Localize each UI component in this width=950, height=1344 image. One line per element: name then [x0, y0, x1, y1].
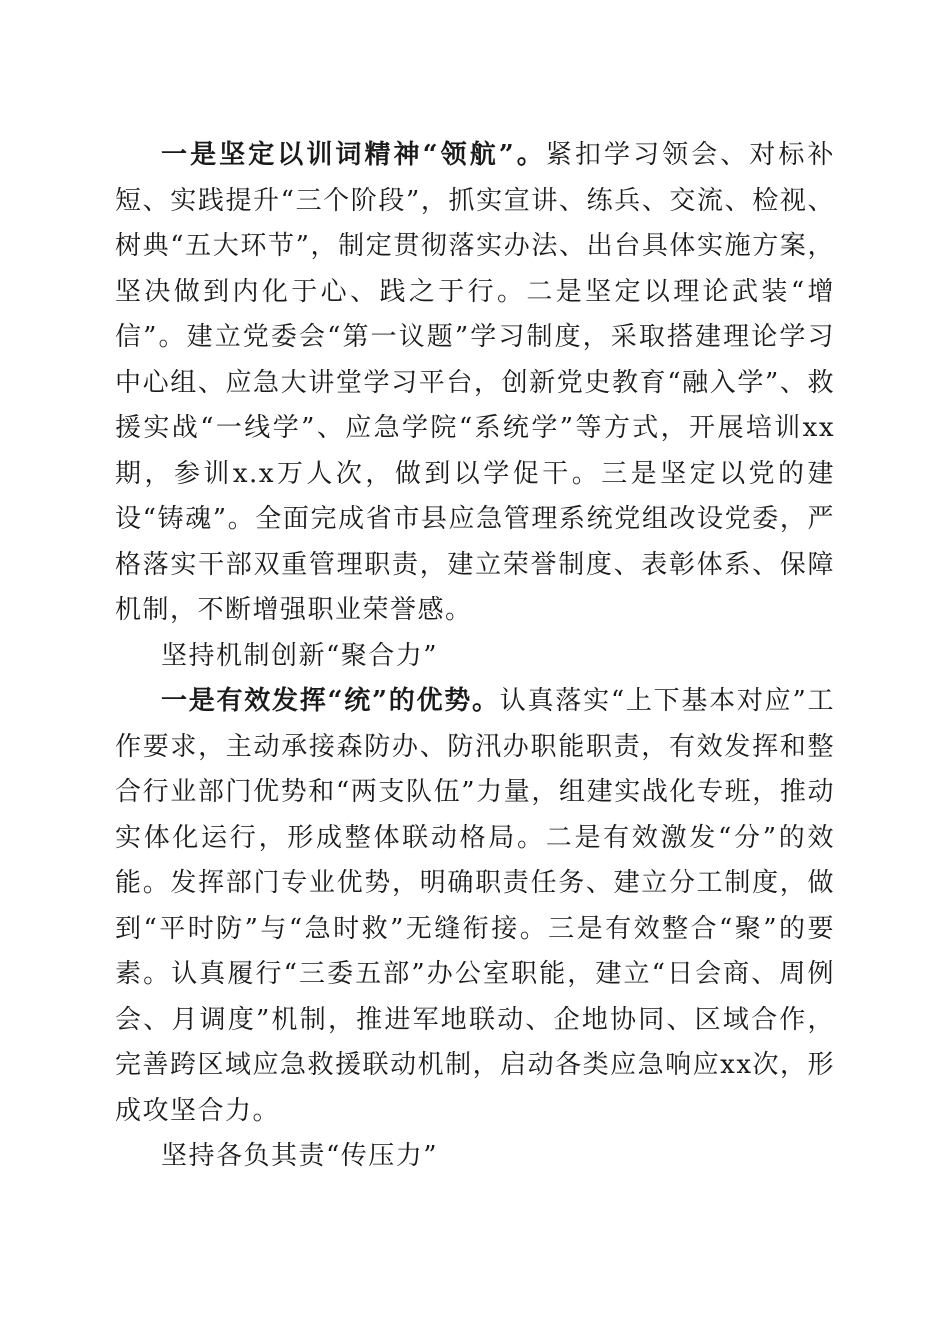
paragraph-lead: 一是有效发挥“统”的优势。: [161, 686, 500, 716]
section-heading-responsibility: [115, 1134, 835, 1180]
document-body: [115, 133, 835, 1180]
paragraph-lead: 一是坚定以训词精神“领航”。: [161, 140, 546, 170]
paragraph-coordination: [115, 679, 835, 1134]
paragraph-training-spirit: [115, 133, 835, 634]
section-heading-text: 坚持各负其责“传压力”: [161, 1141, 439, 1171]
paragraph-text: 认真落实“上下基本对应”工作要求，主动承接森防办、防汛办职能职责，有效发挥和整合行业部门优势和“两支队伍”力量，组建实战化专班，推动实体化运行，形成整体联动格局。二是有效激发“分”的效能。发挥部门专业优势，明确职责任务、建立分工制度，做到“平时防”与“急时救”无缝衔接。三是有效整合“聚”的要素。认真履行“三委五部”办公室职能，建立“日会商、周例会、月调度”机制，推进军地联动、企地协同、区域合作，完善跨区域应急救援联动机制，启动各类应急响应xx次，形成攻坚合力。: [115, 686, 835, 1126]
paragraph-text: 紧扣学习领会、对标补短、实践提升“三个阶段”，抓实宣讲、练兵、交流、检视、树典“五大环节”，制定贯彻落实办法、出台具体实施方案，坚决做到内化于心、践之于行。二是坚定以理论武装“增信”。建立党委会“第一议题”学习制度，采取搭建理论学习中心组、应急大讲堂学习平台，创新党史教育“融入学”、救援实战“一线学”、应急学院“系统学”等方式，开展培训xx期，参训x.x万人次，做到以学促干。三是坚定以党的建设“铸魂”。全面完成省市县应急管理系统党组改设党委，严格落实干部双重管理职责，建立荣誉制度、表彰体系、保障机制，不断增强职业荣誉感。: [115, 140, 835, 625]
section-heading-text: 坚持机制创新“聚合力”: [161, 640, 439, 671]
section-heading-mechanism: [115, 634, 835, 680]
